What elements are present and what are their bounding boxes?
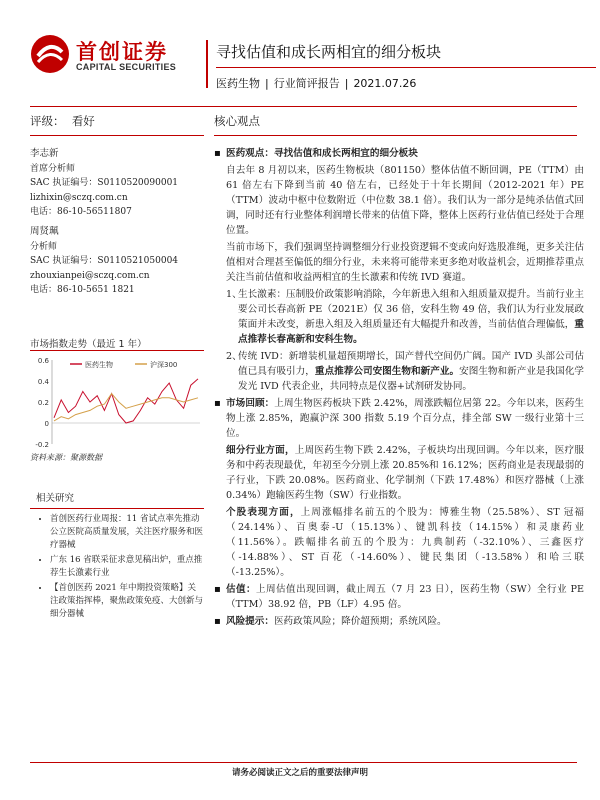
related-item[interactable]: • 广东 16 省联采征求意见稿出炉，重点推荐生长激素行业 <box>50 554 204 580</box>
core-view-title: 核心观点 <box>214 114 260 128</box>
index-chart <box>30 352 204 452</box>
header-rule <box>30 106 577 107</box>
meta-date: 2021.07.26 <box>353 77 417 90</box>
report-title: 寻找估值和成长两相宜的细分板块 <box>216 43 442 61</box>
paragraph: 上周医药生物下跌 2.42%，子板块均出现回调。今年以来，医疗服务和中药表现最优，年初至今分别上涨 20.85%和 16.12%；医药商业是表现最弱的子行业，下跌 20.08%。医药商业、化学制剂（下跌 17.48%）和医疗器械（上涨 0.34%）跑输医药生物（SW）行业指数。 <box>226 445 584 501</box>
title-accent-bar <box>206 40 208 88</box>
analyst-email[interactable]: lizhixin@sczq.com.cn <box>30 192 128 203</box>
logo-text-cn: 首创证券 <box>76 40 168 64</box>
core-view-content <box>214 146 584 631</box>
related-heading: 相关研究 <box>36 493 75 504</box>
section-title: 市场回顾： <box>226 398 275 409</box>
series-line-pharma <box>54 379 198 423</box>
legend-label: 沪深300 <box>150 361 178 369</box>
chart-heading: 市场指数走势（最近 1 年） <box>30 339 147 350</box>
section-title: 医药观点：寻找估值和成长两相宜的细分板块 <box>226 148 418 159</box>
analyst-phone: 电话：86-10-56511807 <box>30 207 132 217</box>
section-valuation <box>214 582 584 612</box>
item-text: 安图生物和新产业是我国化学发光 IVD 代表企业，共同特点是仪器+试剂研发协同。 <box>238 366 585 392</box>
legend-label: 医药生物 <box>85 361 113 369</box>
numbered-item-gh <box>214 287 584 347</box>
item-highlight: 重点推荐长春高新和安科生物。 <box>238 319 584 345</box>
related-research <box>30 492 204 623</box>
item-highlight: 重点推荐公司安图生物和新产业。 <box>314 366 460 377</box>
y-tick-label: -0.2 <box>35 441 49 449</box>
footer-rule <box>30 762 577 763</box>
logo-emblem-icon <box>30 34 70 74</box>
section-title: 细分行业方面， <box>226 445 295 456</box>
chart-rule <box>30 350 204 351</box>
section-title: 风险提示： <box>226 616 274 627</box>
core-rule <box>214 135 577 136</box>
y-tick-label: 0 <box>44 420 49 428</box>
paragraph: 当前市场下，我们强调坚持调整细分行业投资逻辑不变或向好选股准绳，更多关注估值相对合理甚至偏低的细分行业，未来将可能带来更多绝对收益机会，近期推荐重点关注当前估值和收益两相宜的生长激素和传统 IVD 赛道。 <box>226 242 584 283</box>
item-text: 生长激素：压制股价政策影响消除，今年新患入组和入组质量双提升。当前行业主要公司长春高新 PE（2021E）仅 36 倍，安科生物 49 倍，我们认为行业发展政策面并未改变，新患入组及入组质量还有大幅提升和改善，当前估值合理偏低， <box>238 289 584 330</box>
y-tick-label: 0.4 <box>37 378 49 386</box>
paragraph: 上周生物医药板块下跌 2.42%，周涨跌幅位居第 22。今年以来，医药生物上涨 2.85%，跑赢沪深 300 指数 5.19 个百分点，排全部 SW 一级行业第十三位。 <box>226 398 584 439</box>
rating-value: 看好 <box>71 114 95 128</box>
rating-label: 评级： <box>30 114 65 128</box>
section-market-review <box>214 396 584 441</box>
paragraph: 上周估值出现回调，截止周五（7 月 23 日），医药生物（SW）全行业 PE（TTM）38.92 倍，PB（LF）4.95 倍。 <box>226 584 584 610</box>
related-rule <box>30 508 204 509</box>
analyst-role: 分析师 <box>30 241 58 252</box>
paragraph: 医药政策风险；降价超预期；系统风险。 <box>273 616 447 627</box>
section-medical-view <box>214 146 584 161</box>
meta-sep: | <box>265 77 269 90</box>
meta-sep: | <box>344 77 349 90</box>
analyst-name: 周贤珮 <box>30 226 59 237</box>
meta-type: 行业简评报告 <box>273 77 340 90</box>
subsection-industry <box>214 443 584 503</box>
report-meta <box>216 75 421 91</box>
series-line-csi300 <box>54 394 198 421</box>
meta-industry: 医药生物 <box>216 77 260 90</box>
item-number: 2、 <box>226 351 242 362</box>
section-title: 个股表现方面， <box>226 507 301 518</box>
analyst-cert: SAC 执证编号：S0110520090001 <box>30 178 179 188</box>
analyst-role: 首席分析师 <box>30 163 76 174</box>
analyst-2 <box>30 225 178 298</box>
subsection-stocks <box>214 505 584 580</box>
report-header <box>0 0 600 106</box>
analyst-cert: SAC 执证编号：S0110521050004 <box>30 256 179 266</box>
analyst-name: 李志新 <box>30 148 59 159</box>
related-item[interactable]: • 首创医药行业周报：11 省试点率先推动公立医院高质量发展，关注医疗服务和医疗器械 <box>50 513 204 552</box>
section-title: 估值： <box>226 584 257 595</box>
analyst-1 <box>30 147 178 220</box>
legal-disclaimer: 请务必阅读正文之后的重要法律声明 <box>231 768 368 778</box>
capital-securities-logo <box>30 30 195 80</box>
title-divider <box>216 67 596 68</box>
rating <box>30 113 95 129</box>
logo-text-en: CAPITAL SECURITIES <box>76 62 177 72</box>
related-item[interactable]: • 【首创医药 2021 年中期投资策略】关注政策指挥棒，聚焦政策免疫、大创新与细分器械 <box>50 582 204 621</box>
index-chart-svg <box>30 352 204 452</box>
y-tick-label: 0.2 <box>37 399 49 407</box>
analyst-phone: 电话：86-10-5651 1821 <box>30 285 135 295</box>
paragraph: 自去年 8 月初以来，医药生物板块（801150）整体估值不断回调，PE（TTM）由 61 倍左右下降到当前 40 倍左右，已经处于十年长期间（2012-2021 年）PE（TTM）波动中枢中位数附近（中位数 38.1 倍）。我们认为一部分是纯杀估值式回调，同时还有行业整体利润增长带来的估值下降，整体上医药行业估值已经处于合理位置。 <box>226 165 584 236</box>
y-tick-label: 0.6 <box>37 357 49 365</box>
numbered-item-ivd <box>214 349 584 394</box>
analyst-email[interactable]: zhouxianpei@sczq.com.cn <box>30 270 150 281</box>
section-risk <box>214 614 584 629</box>
item-text: 传统 IVD：新增装机量超预期增长，国产替代空间仍广阔。国产 IVD 头部公司估值已具有吸引力， <box>238 351 584 377</box>
paragraph: 上周涨幅排名前五的个股为：博雅生物（25.58%）、ST 冠福（24.14%）、百奥泰-U（15.13%）、键凯科技（14.15%）和灵康药业（11.56%）。跌幅排名前五的个股为：九典制药（-32.10%）、三鑫医疗（-14.88%）、ST 百花（-14.60%）、键民集团（-13.58%）和哈三联（-13.25%）。 <box>226 507 584 578</box>
item-number: 1、 <box>226 289 242 300</box>
chart-source: 资料来源：聚源数据 <box>30 453 102 462</box>
rating-rule <box>30 135 204 136</box>
